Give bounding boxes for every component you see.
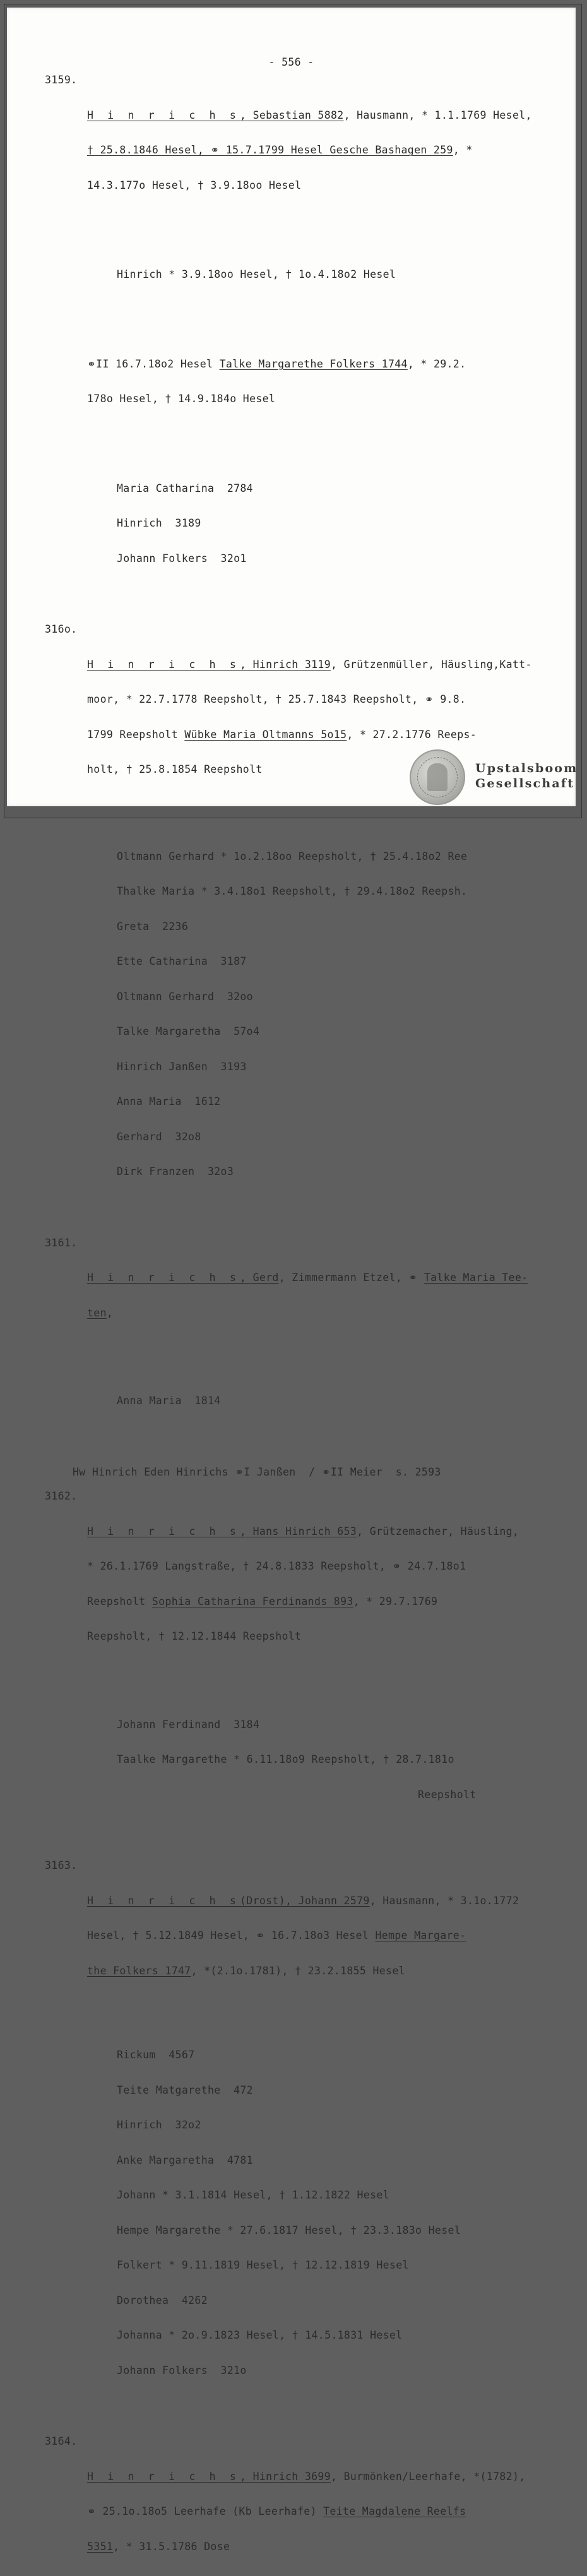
child-item: Greta 2236 <box>117 920 189 933</box>
entry-3163 <box>45 1859 519 2423</box>
entry-3162 <box>45 1490 519 1847</box>
children-list <box>117 2026 513 2400</box>
society-seal-logo <box>410 749 465 805</box>
entry-line <box>87 359 513 371</box>
line-text: , Hausmann, * 3.1o.1772 <box>369 1894 519 1907</box>
surname-spaced: H i n r i c h s <box>87 1272 240 1284</box>
line-text: Hesel, † 5.12.1849 Hesel, ⚭ 16.7.18o3 Hesel <box>87 1929 376 1941</box>
underlined-text: (Drost), Johann 2579 <box>240 1894 370 1907</box>
entry-line <box>87 729 513 741</box>
child-item: Talke Margaretha 57o4 <box>117 1025 260 1037</box>
underlined-text: Wübke Maria Oltmanns 5o15 <box>184 728 347 741</box>
line-text: , *(2.1o.1781), † 23.2.1855 Hesel <box>191 1964 405 1977</box>
underlined-text: , Hinrich 3119 <box>240 658 331 671</box>
underlined-text: Sophia Catharina Ferdinands 893 <box>151 1595 353 1607</box>
child-item: Johann Ferdinand 3184 <box>117 1718 260 1731</box>
child-item: Hinrich 3189 <box>117 517 201 529</box>
line-text: , Grützenmüller, Häusling,Katt- <box>331 658 532 671</box>
child-item: Maria Catharina 2784 <box>117 482 253 494</box>
child-item: Johanna * 2o.9.1823 Hesel, † 14.5.1831 Hesel <box>117 2329 403 2341</box>
child-item: Oltmann Gerhard 32oo <box>117 990 253 1003</box>
cross-reference-note: Hw Hinrich Eden Hinrichs ⚭I Janßen / ⚭II Meier s. 2593 <box>73 1465 441 1478</box>
children-list <box>117 246 513 304</box>
entry-number: 316o. <box>45 623 78 635</box>
child-item: Gerhard 32o8 <box>117 1130 201 1143</box>
child-item: Teite Matgarethe 472 <box>117 2084 253 2096</box>
children-list <box>117 1696 513 1825</box>
entry-line <box>87 1894 519 1907</box>
line-text: , Burmönken/Leerhafe, *(1782), <box>331 2470 526 2483</box>
line-text: , <box>106 1306 114 1319</box>
line-text: Reepsholt <box>87 1595 152 1607</box>
underlined-text: Teite Magdalene Reelfs <box>323 2505 466 2517</box>
entry-line: * 26.1.1769 Langstraße, † 24.8.1833 Reepsholt, ⚭ 24.7.18o1 <box>87 1560 466 1572</box>
underlined-text: , Hinrich 3699 <box>240 2470 331 2483</box>
underlined-text: the Folkers 1747 <box>87 1964 191 1977</box>
underlined-text: , Sebastian 5882 <box>240 109 344 121</box>
society-brand <box>475 761 578 791</box>
entry-line <box>87 1930 513 1942</box>
child-item: Dorothea 4262 <box>117 2294 208 2306</box>
underlined-text: Talke Margarethe Folkers 1744 <box>219 357 408 370</box>
entry-number: 3159. <box>45 74 78 86</box>
entry-number: 3162. <box>45 1490 78 1502</box>
child-item: Johann Folkers 321o <box>117 2364 247 2376</box>
line-text: ⚭II 16.7.18o2 Hesel <box>87 357 220 370</box>
surname-spaced: H i n r i c h s <box>87 109 240 121</box>
entry-line <box>87 1308 513 1320</box>
entry-line: moor, * 22.7.1778 Reepsholt, † 25.7.1843 Reepsholt, ⚭ 9.8. <box>87 693 466 705</box>
line-text: , Zimmermann Etzel, ⚭ <box>278 1272 424 1284</box>
line-text: , * 29.7.1769 <box>353 1595 438 1607</box>
underlined-text: Talke Maria Tee- <box>424 1272 528 1284</box>
child-item: Thalke Maria * 3.4.18o1 Reepsholt, † 29.4.18o2 Reepsh. <box>117 885 468 897</box>
entries-list <box>7 75 576 2576</box>
child-item: Dirk Franzen 32o3 <box>117 1166 234 1178</box>
line-text: , * 29.2. <box>407 357 466 370</box>
entry-line <box>87 109 532 122</box>
brand-line-2: Gesellschaft <box>475 777 575 790</box>
entry-line <box>87 1596 513 1608</box>
seal-figure <box>427 763 448 791</box>
document-page <box>7 8 576 2553</box>
page-number: - 556 - <box>268 56 314 68</box>
child-item: Hinrich Janßen 3193 <box>117 1060 247 1073</box>
child-item: Ette Catharina 3187 <box>117 955 247 967</box>
child-item: Hempe Margarethe * 27.6.1817 Hesel, † 23.3.183o Hesel <box>117 2224 461 2236</box>
child-item: Anke Margaretha 4781 <box>117 2154 253 2166</box>
underlined-text: ten <box>87 1306 107 1319</box>
entry-3159 <box>45 74 532 611</box>
child-item: Hinrich * 3.9.18oo Hesel, † 1o.4.18o2 Hesel <box>117 268 396 280</box>
line-text: , Grützemacher, Häusling, <box>357 1525 519 1537</box>
entry-3164 <box>45 2435 526 2576</box>
entry-number: 3164. <box>45 2435 78 2447</box>
child-item-continuation: Reepsholt <box>418 1788 477 1801</box>
brand-line-1: Upstalsboom <box>475 761 578 775</box>
entry-line <box>87 1525 519 1538</box>
children-list <box>117 1372 513 1431</box>
entry-line <box>87 145 513 157</box>
child-item: Anna Maria 1814 <box>117 1395 221 1407</box>
entry-line: Reepsholt, † 12.12.1844 Reepsholt <box>87 1630 302 1642</box>
line-text: , * <box>453 144 473 156</box>
entry-line <box>87 2541 513 2553</box>
children-list <box>117 460 513 588</box>
entry-line: 14.3.177o Hesel, † 3.9.18oo Hesel <box>87 179 302 191</box>
entry-line <box>87 1272 528 1284</box>
child-item: Folkert * 9.11.1819 Hesel, † 12.12.1819 Hesel <box>117 2259 409 2271</box>
underlined-text: Hempe Margare- <box>375 1929 466 1941</box>
entry-line: 178o Hesel, † 14.9.184o Hesel <box>87 393 276 405</box>
underlined-text: † 25.8.1846 Hesel, ⚭ 15.7.1799 Hesel Gesche Bashagen 259 <box>87 144 453 156</box>
line-text: 1799 Reepsholt <box>87 728 185 741</box>
line-text: , Hausmann, * 1.1.1769 Hesel, <box>343 109 532 121</box>
surname-spaced: H i n r i c h s <box>87 1894 240 1907</box>
line-text: ⚭ 25.1o.18o5 Leerhafe (Kb Leerhafe) <box>87 2505 324 2517</box>
entry-line <box>87 658 532 671</box>
child-item: Johann Folkers 32o1 <box>117 552 247 564</box>
children-list <box>117 828 513 1202</box>
entry-3161 <box>45 1236 528 1454</box>
surname-spaced: H i n r i c h s <box>87 2470 240 2483</box>
entry-line <box>87 2506 513 2518</box>
entry-line <box>87 2470 526 2483</box>
child-item: Rickum 4567 <box>117 2049 195 2061</box>
entry-line: holt, † 25.8.1854 Reepsholt <box>87 763 263 775</box>
entry-line <box>87 1965 513 1977</box>
surname-spaced: H i n r i c h s <box>87 658 240 671</box>
underlined-text: , Gerd <box>240 1272 279 1284</box>
child-item: Anna Maria 1612 <box>117 1095 221 1107</box>
child-item: Taalke Margarethe * 6.11.18o9 Reepsholt, † 28.7.181o <box>117 1753 454 1765</box>
underlined-text: 5351 <box>87 2540 114 2553</box>
child-item: Johann * 3.1.1814 Hesel, † 1.12.1822 Hesel <box>117 2189 389 2201</box>
entry-number: 3163. <box>45 1859 78 1871</box>
line-text: , * 31.5.1786 Dose <box>113 2540 230 2553</box>
underlined-text: , Hans Hinrich 653 <box>240 1525 357 1537</box>
entry-number: 3161. <box>45 1236 78 1249</box>
child-item: Oltmann Gerhard * 1o.2.18oo Reepsholt, † 25.4.18o2 Ree <box>117 850 468 862</box>
line-text: , * 27.2.1776 Reeps- <box>347 728 477 741</box>
surname-spaced: H i n r i c h s <box>87 1525 240 1537</box>
child-item: Hinrich 32o2 <box>117 2119 201 2131</box>
